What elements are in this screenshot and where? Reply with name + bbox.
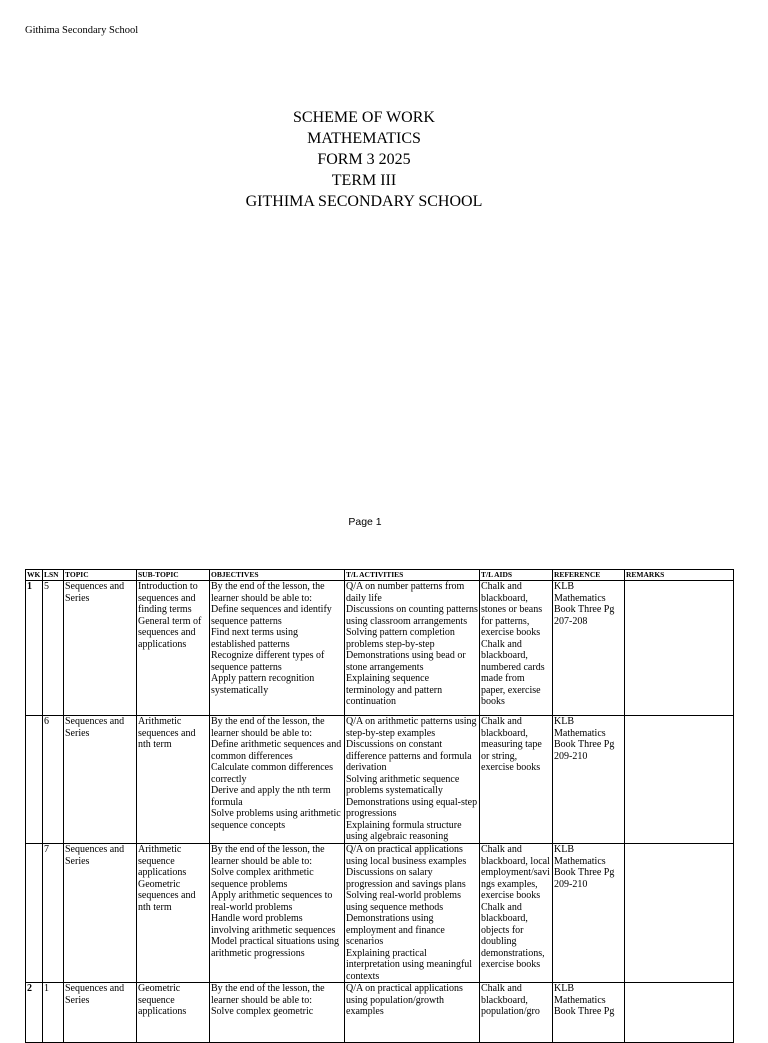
title-line-5: GITHIMA SECONDARY SCHOOL (245, 193, 483, 210)
cell-topic: Sequences and Series (64, 844, 137, 983)
cell-week: 1 (26, 581, 43, 716)
table-header-row (26, 570, 734, 581)
cell-lesson: 5 (43, 581, 64, 716)
cell-lesson: 1 (43, 983, 64, 1043)
table-row (26, 844, 734, 983)
col-header: TOPIC (64, 570, 137, 581)
cell-week (26, 844, 43, 983)
cell-aids: Chalk and blackboard, local employment/savings examples, exercise books Chalk and blackboard, objects for doubling demonstrations, exercise books (480, 844, 553, 983)
title-line-1: SCHEME OF WORK (293, 109, 435, 126)
cell-objectives (210, 983, 345, 1043)
cell-topic: Sequences and Series (64, 581, 137, 716)
objective-line: By the end of the lesson, the learner should be able to: (211, 844, 325, 867)
cell-subtopic: Geometric sequence applications (137, 983, 210, 1043)
objective-line: Solve complex arithmetic sequence problems (211, 867, 314, 890)
cell-objectives (210, 716, 345, 844)
cell-topic: Sequences and Series (64, 716, 137, 844)
objective-line: By the end of the lesson, the learner should be able to: (211, 716, 325, 739)
activity-line: Solving real-world problems using sequence methods (346, 890, 461, 913)
cell-reference: KLB Mathematics Book Three Pg 207-208 (553, 581, 625, 716)
cell-activities (345, 581, 480, 716)
cell-remarks (625, 983, 734, 1043)
activity-line: Solving pattern completion problems step-by-step (346, 627, 455, 650)
activity-line: Q/A on practical applications using population/growth examples (346, 983, 463, 1017)
running-header: Githima Secondary School (25, 25, 139, 36)
cell-subtopic: Arithmetic sequences and nth term (137, 716, 210, 844)
cell-subtopic: Arithmetic sequence applications Geometric sequences and nth term (137, 844, 210, 983)
activity-line: Q/A on practical applications using local business examples (346, 844, 467, 867)
objective-line: Find next terms using established patterns (211, 627, 298, 650)
title-line-2: MATHEMATICS (307, 130, 421, 147)
objective-line: Apply pattern recognition systematically (211, 673, 315, 696)
objective-line: Solve problems using arithmetic sequence concepts (211, 808, 341, 831)
cell-remarks (625, 844, 734, 983)
cell-lesson: 7 (43, 844, 64, 983)
activity-line: Q/A on number patterns from daily life (346, 581, 465, 604)
page-number: Page 1 (348, 516, 382, 528)
cell-reference: KLB Mathematics Book Three Pg (553, 983, 625, 1043)
cell-activities (345, 716, 480, 844)
objective-line: Calculate common differences correctly (211, 762, 333, 785)
table-row (26, 983, 734, 1043)
table-row (26, 581, 734, 716)
cell-aids: Chalk and blackboard, population/gro (480, 983, 553, 1043)
activity-line: Explaining formula structure using algebraic reasoning (346, 819, 462, 842)
col-header: REFERENCE (553, 570, 625, 581)
objective-line: Handle word problems involving arithmetic sequences (211, 913, 336, 936)
cell-reference: KLB Mathematics Book Three Pg 209-210 (553, 716, 625, 844)
objective-line: Define arithmetic sequences and common differences (211, 739, 342, 762)
cell-topic: Sequences and Series (64, 983, 137, 1043)
activity-line: Demonstrations using equal-step progressions (346, 796, 478, 819)
cell-lesson: 6 (43, 716, 64, 844)
title-line-4: TERM III (331, 172, 397, 189)
cell-activities (345, 844, 480, 983)
document-title (0, 107, 728, 212)
table-row (26, 716, 734, 844)
cell-remarks (625, 716, 734, 844)
col-header: LSN (43, 570, 64, 581)
cell-objectives (210, 581, 345, 716)
activity-line: Solving arithmetic sequence problems systematically (346, 773, 460, 796)
cell-objectives (210, 844, 345, 983)
activity-line: Demonstrations using employment and finance scenarios (346, 913, 445, 947)
activity-line: Discussions on constant difference patterns and formula derivation (346, 739, 472, 773)
objective-line: By the end of the lesson, the learner should be able to: (211, 983, 325, 1006)
objective-line: By the end of the lesson, the learner should be able to: (211, 581, 325, 604)
cell-week (26, 716, 43, 844)
activity-line: Discussions on counting patterns using classroom arrangements (346, 604, 478, 627)
col-header: WK (26, 570, 43, 581)
cell-activities (345, 983, 480, 1043)
col-header: OBJECTIVES (210, 570, 345, 581)
col-header: T/L AIDS (480, 570, 553, 581)
activity-line: Q/A on arithmetic patterns using step-by-step examples (346, 716, 477, 739)
cell-reference: KLB Mathematics Book Three Pg 209-210 (553, 844, 625, 983)
cell-remarks (625, 581, 734, 716)
objective-line: Define sequences and identify sequence patterns (211, 604, 332, 627)
activity-line: Explaining sequence terminology and pattern continuation (346, 673, 443, 707)
cell-aids: Chalk and blackboard, stones or beans for patterns, exercise books Chalk and blackboard, numbered cards made from paper, exercise books (480, 581, 553, 716)
objective-line: Model practical situations using arithmetic progressions (211, 936, 340, 959)
activity-line: Explaining practical interpretation using meaningful contexts (346, 947, 473, 982)
cell-aids: Chalk and blackboard, measuring tape or string, exercise books (480, 716, 553, 844)
activity-line: Demonstrations using bead or stone arrangements (346, 650, 466, 673)
cell-subtopic: Introduction to sequences and finding terms General term of sequences and applications (137, 581, 210, 716)
col-header: T/L ACTIVITIES (345, 570, 480, 581)
activity-line: Discussions on salary progression and savings plans (346, 867, 466, 890)
col-header: REMARKS (625, 570, 734, 581)
scheme-table (25, 569, 734, 1043)
col-header: SUB-TOPIC (137, 570, 210, 581)
cell-week: 2 (26, 983, 43, 1043)
objective-line: Apply arithmetic sequences to real-world problems (211, 890, 333, 913)
objective-line: Solve complex geometric (211, 1006, 314, 1017)
title-line-3: FORM 3 2025 (317, 151, 411, 168)
objective-line: Recognize different types of sequence patterns (211, 650, 325, 673)
objective-line: Derive and apply the nth term formula (211, 785, 331, 808)
